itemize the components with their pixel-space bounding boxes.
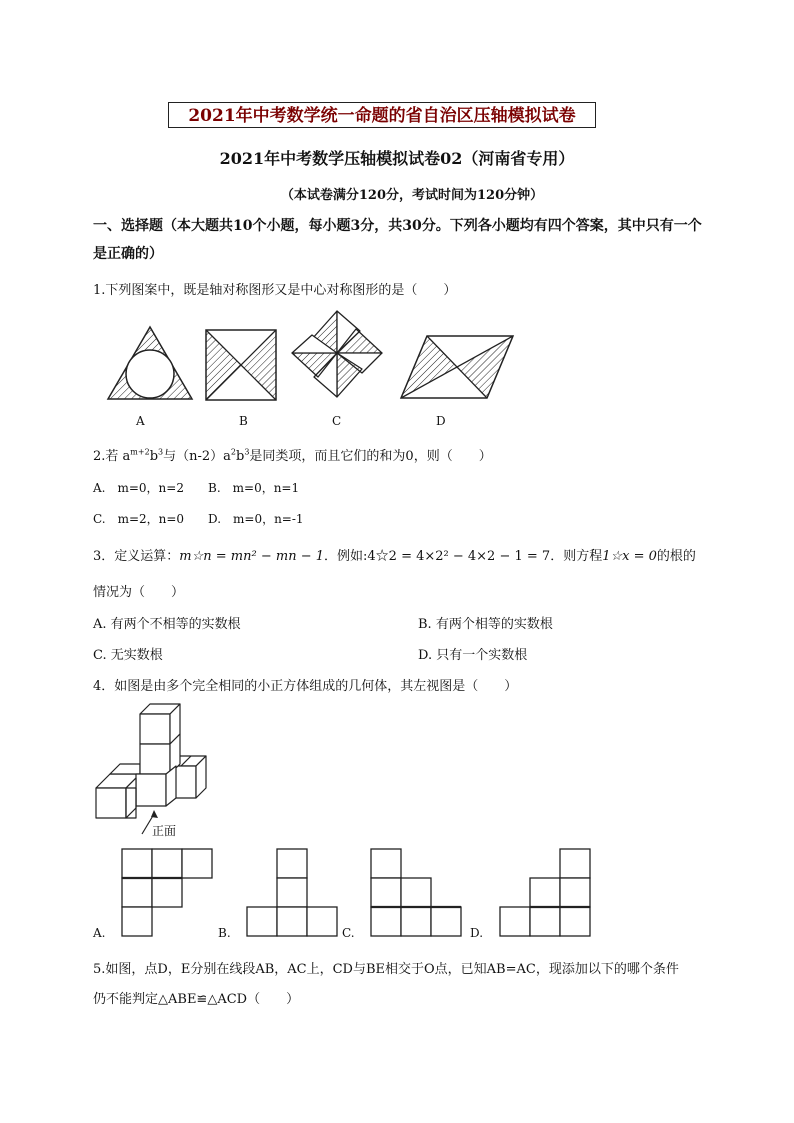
q2-option-b: B. m=0，n=1: [208, 481, 300, 495]
q2-option-c: C. m=2，n=0: [93, 512, 185, 526]
question-3-line-2: 情况为（ ）: [93, 585, 185, 600]
q1-figure-d: [399, 334, 515, 400]
q4-label-c: C.: [342, 926, 355, 940]
q4-front-view-label: 正面: [152, 824, 177, 838]
q4-option-d-view: [499, 848, 591, 938]
q1-figure-c: [290, 309, 384, 399]
q3-option-c: C. 无实数根: [93, 648, 163, 663]
q1-label-c: C: [332, 414, 342, 428]
question-3-line-1: 3．定义运算：m☆n = mn² − mn − 1．例如:4☆2 = 4×2² − 4×2 − 1 = 7．则方程1☆x = 0的根的: [93, 549, 696, 564]
q4-cube-solid: [92, 702, 212, 842]
q4-label-b: B.: [218, 926, 231, 940]
question-1-text: 1.下列图案中，既是轴对称图形又是中心对称图形的是（ ）: [93, 283, 457, 298]
page-title: 2021年中考数学压轴模拟试卷02（河南省专用）: [219, 149, 575, 168]
q4-label-d: D.: [470, 926, 484, 940]
question-2-text: 2.若 $a^{m+2}b^3$与$(n-2)a^2b^3$是同类项，而且它们的和为0，则（ ）: [93, 447, 492, 464]
q4-option-c-view: [370, 848, 462, 938]
question-5-line-2: 仍不能判定△ABE≌△ACD（ ）: [93, 992, 300, 1007]
exam-series-banner: 2021年中考数学统一命题的省自治区压轴模拟试卷: [168, 102, 596, 128]
q3-option-d: D. 只有一个实数根: [418, 648, 528, 663]
question-4-text: 4．如图是由多个完全相同的小正方体组成的几何体，其左视图是（ ）: [93, 679, 518, 694]
q4-option-a-view: [121, 848, 213, 938]
question-5-line-1: 5.如图，点D，E分别在线段AB，AC上，CD与BE相交于O点，已知AB=AC，现添加以下的哪个条件: [93, 962, 679, 977]
q1-label-a: A: [136, 414, 145, 428]
q1-figure-b: [205, 329, 277, 401]
q2-option-d: D. m=0，n=-1: [208, 512, 304, 526]
q1-figure-a: [106, 325, 194, 401]
q1-label-d: D: [436, 414, 446, 428]
q3-option-b: B. 有两个相等的实数根: [418, 617, 553, 632]
section-heading: 一、选择题（本大题共10个小题，每小题3分，共30分。下列各小题均有四个答案，其中只有一个是正确的）: [93, 218, 702, 262]
q2-option-a: A. m=0，n=2: [93, 481, 184, 495]
page-subtitle: （本试卷满分120分，考试时间为120分钟）: [280, 188, 544, 203]
q4-label-a: A.: [93, 926, 106, 940]
q3-option-a: A. 有两个不相等的实数根: [93, 617, 241, 632]
q1-label-b: B: [239, 414, 248, 428]
q4-option-b-view: [246, 848, 338, 938]
